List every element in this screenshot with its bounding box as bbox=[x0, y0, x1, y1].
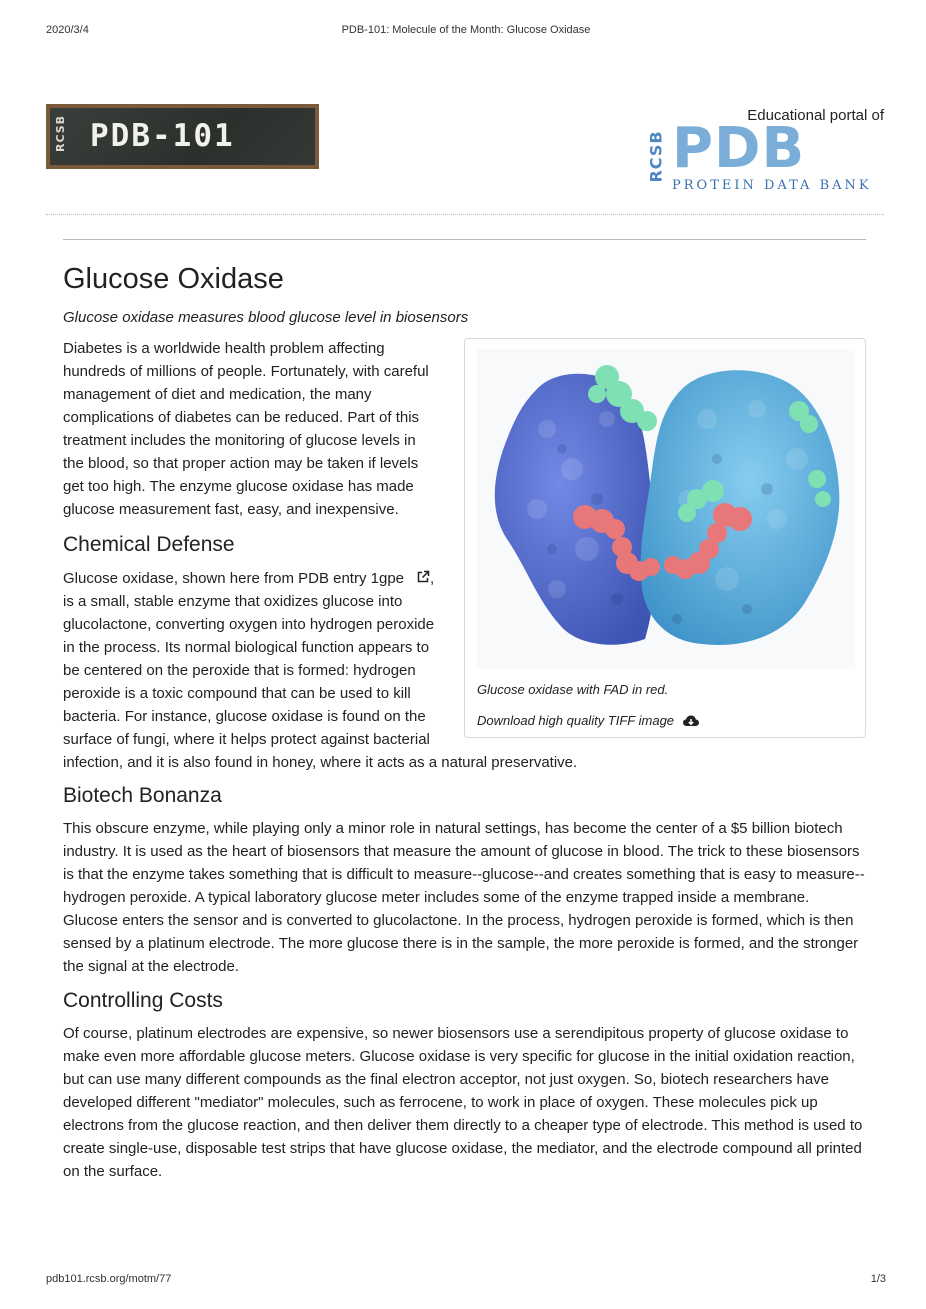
molecule-figure bbox=[464, 338, 866, 738]
rcsb-vertical bbox=[644, 127, 668, 185]
print-header bbox=[46, 24, 886, 38]
header-divider bbox=[46, 214, 884, 215]
controlling-costs-paragraph: Of course, platinum electrodes are expensive, so newer biosensors use a serendipitous property of glucose oxidase to make even more affordable glucose meters. Glucose oxidase is very specific for glucose in the initial oxidation reaction, but can use many different compounds as the final electron acceptor, not just oxygen. So, biotech researchers have developed different "mediator" molecules, such as ferrocene, to work in place of oxygen. These molecules pick up electrons from the glucose reaction, and then deliver them directly to a cheaper type of electrode. This method is used to create single-use, disposable test strips that have glucose oxidase, the mediator, and the electrode compound all printed on the surface. bbox=[63, 1025, 863, 1180]
molecule-image[interactable] bbox=[477, 349, 855, 669]
section-heading-chemical-defense: Chemical Defense bbox=[63, 533, 235, 556]
portal-label: Educational portal of bbox=[747, 107, 884, 124]
print-footer bbox=[46, 1273, 886, 1287]
rcsb-pdb-logo[interactable] bbox=[634, 107, 884, 193]
content-divider bbox=[63, 239, 866, 240]
download-label: Download high quality TIFF image bbox=[477, 713, 675, 728]
chalkboard bbox=[50, 108, 315, 165]
pdb-wordmark: PDB bbox=[672, 116, 806, 181]
page-title: Glucose Oxidase bbox=[63, 263, 284, 295]
print-date: 2020/3/4 bbox=[46, 24, 89, 36]
cloud-download-icon bbox=[682, 714, 700, 728]
print-title: PDB-101: Molecule of the Month: Glucose Oxidase bbox=[341, 24, 591, 36]
external-link-icon bbox=[416, 570, 430, 584]
logo-rcsb-text: RCSB bbox=[54, 114, 67, 152]
rcsb-vertical-text: RCSB bbox=[646, 130, 666, 183]
print-url: pdb101.rcsb.org/motm/77 bbox=[46, 1273, 172, 1285]
figure-caption: Glucose oxidase with FAD in red. bbox=[477, 682, 669, 697]
section-heading-controlling-costs: Controlling Costs bbox=[63, 989, 223, 1012]
pdb-entry-link[interactable] bbox=[404, 570, 430, 587]
protein-data-bank-text: PROTEIN DATA BANK bbox=[672, 178, 872, 193]
download-tiff-link[interactable] bbox=[477, 712, 855, 729]
glucose-oxidase-illustration bbox=[477, 349, 855, 669]
chemical-defense-text-2: , is a small, stable enzyme that oxidizes glucose into glucolactone, converting oxygen into hydrogen peroxide in the process. Its normal biological function appears to be centered on the peroxide that is formed: hydrogen peroxide is a toxic compound that can be used to kill bacteria. For instance, glucose oxidase is found on the surface of fungi, where it helps protect against bacterial infection, and it is also found in honey, where it acts as a natural preservative. bbox=[63, 570, 578, 771]
section-heading-biotech-bonanza: Biotech Bonanza bbox=[63, 784, 222, 807]
print-page-number: 1/3 bbox=[870, 1273, 886, 1285]
article bbox=[63, 262, 866, 1183]
biotech-bonanza-paragraph: This obscure enzyme, while playing only a minor role in natural settings, has become the center of a $5 billion biotech industry. It is used as the heart of biosensors that measure the amount of glucose in blood. The trick to these biosensors is that the enzyme takes something that is difficult to measure--glucose--and creates something that is easy to measure--hydrogen peroxide. A typical laboratory glucose meter includes some of the enzyme trapped inside a membrane. Glucose enters the sensor and is converted to glucolactone. In the process, hydrogen peroxide is formed, which is then sensed by a platinum electrode. The more glucose there is in the sample, the more peroxide is formed, and the stronger the signal at the electrode. bbox=[63, 820, 865, 975]
chemical-defense-text-1: Glucose oxidase, shown here from PDB entry 1gpe bbox=[63, 570, 405, 587]
logo-pdb101-text: PDB-101 bbox=[90, 118, 235, 154]
page-subtitle: Glucose oxidase measures blood glucose level in biosensors bbox=[63, 309, 469, 326]
intro-paragraph: Diabetes is a worldwide health problem affecting hundreds of millions of people. Fortunately, with careful management of diet and medication, the many complications of diabetes can be reduced. Part of this treatment includes the monitoring of glucose levels in the blood, so that proper action may be taken if levels get too high. The enzyme glucose oxidase has made glucose measurement fast, easy, and inexpensive. bbox=[63, 340, 429, 518]
pdb101-logo[interactable] bbox=[46, 104, 319, 169]
